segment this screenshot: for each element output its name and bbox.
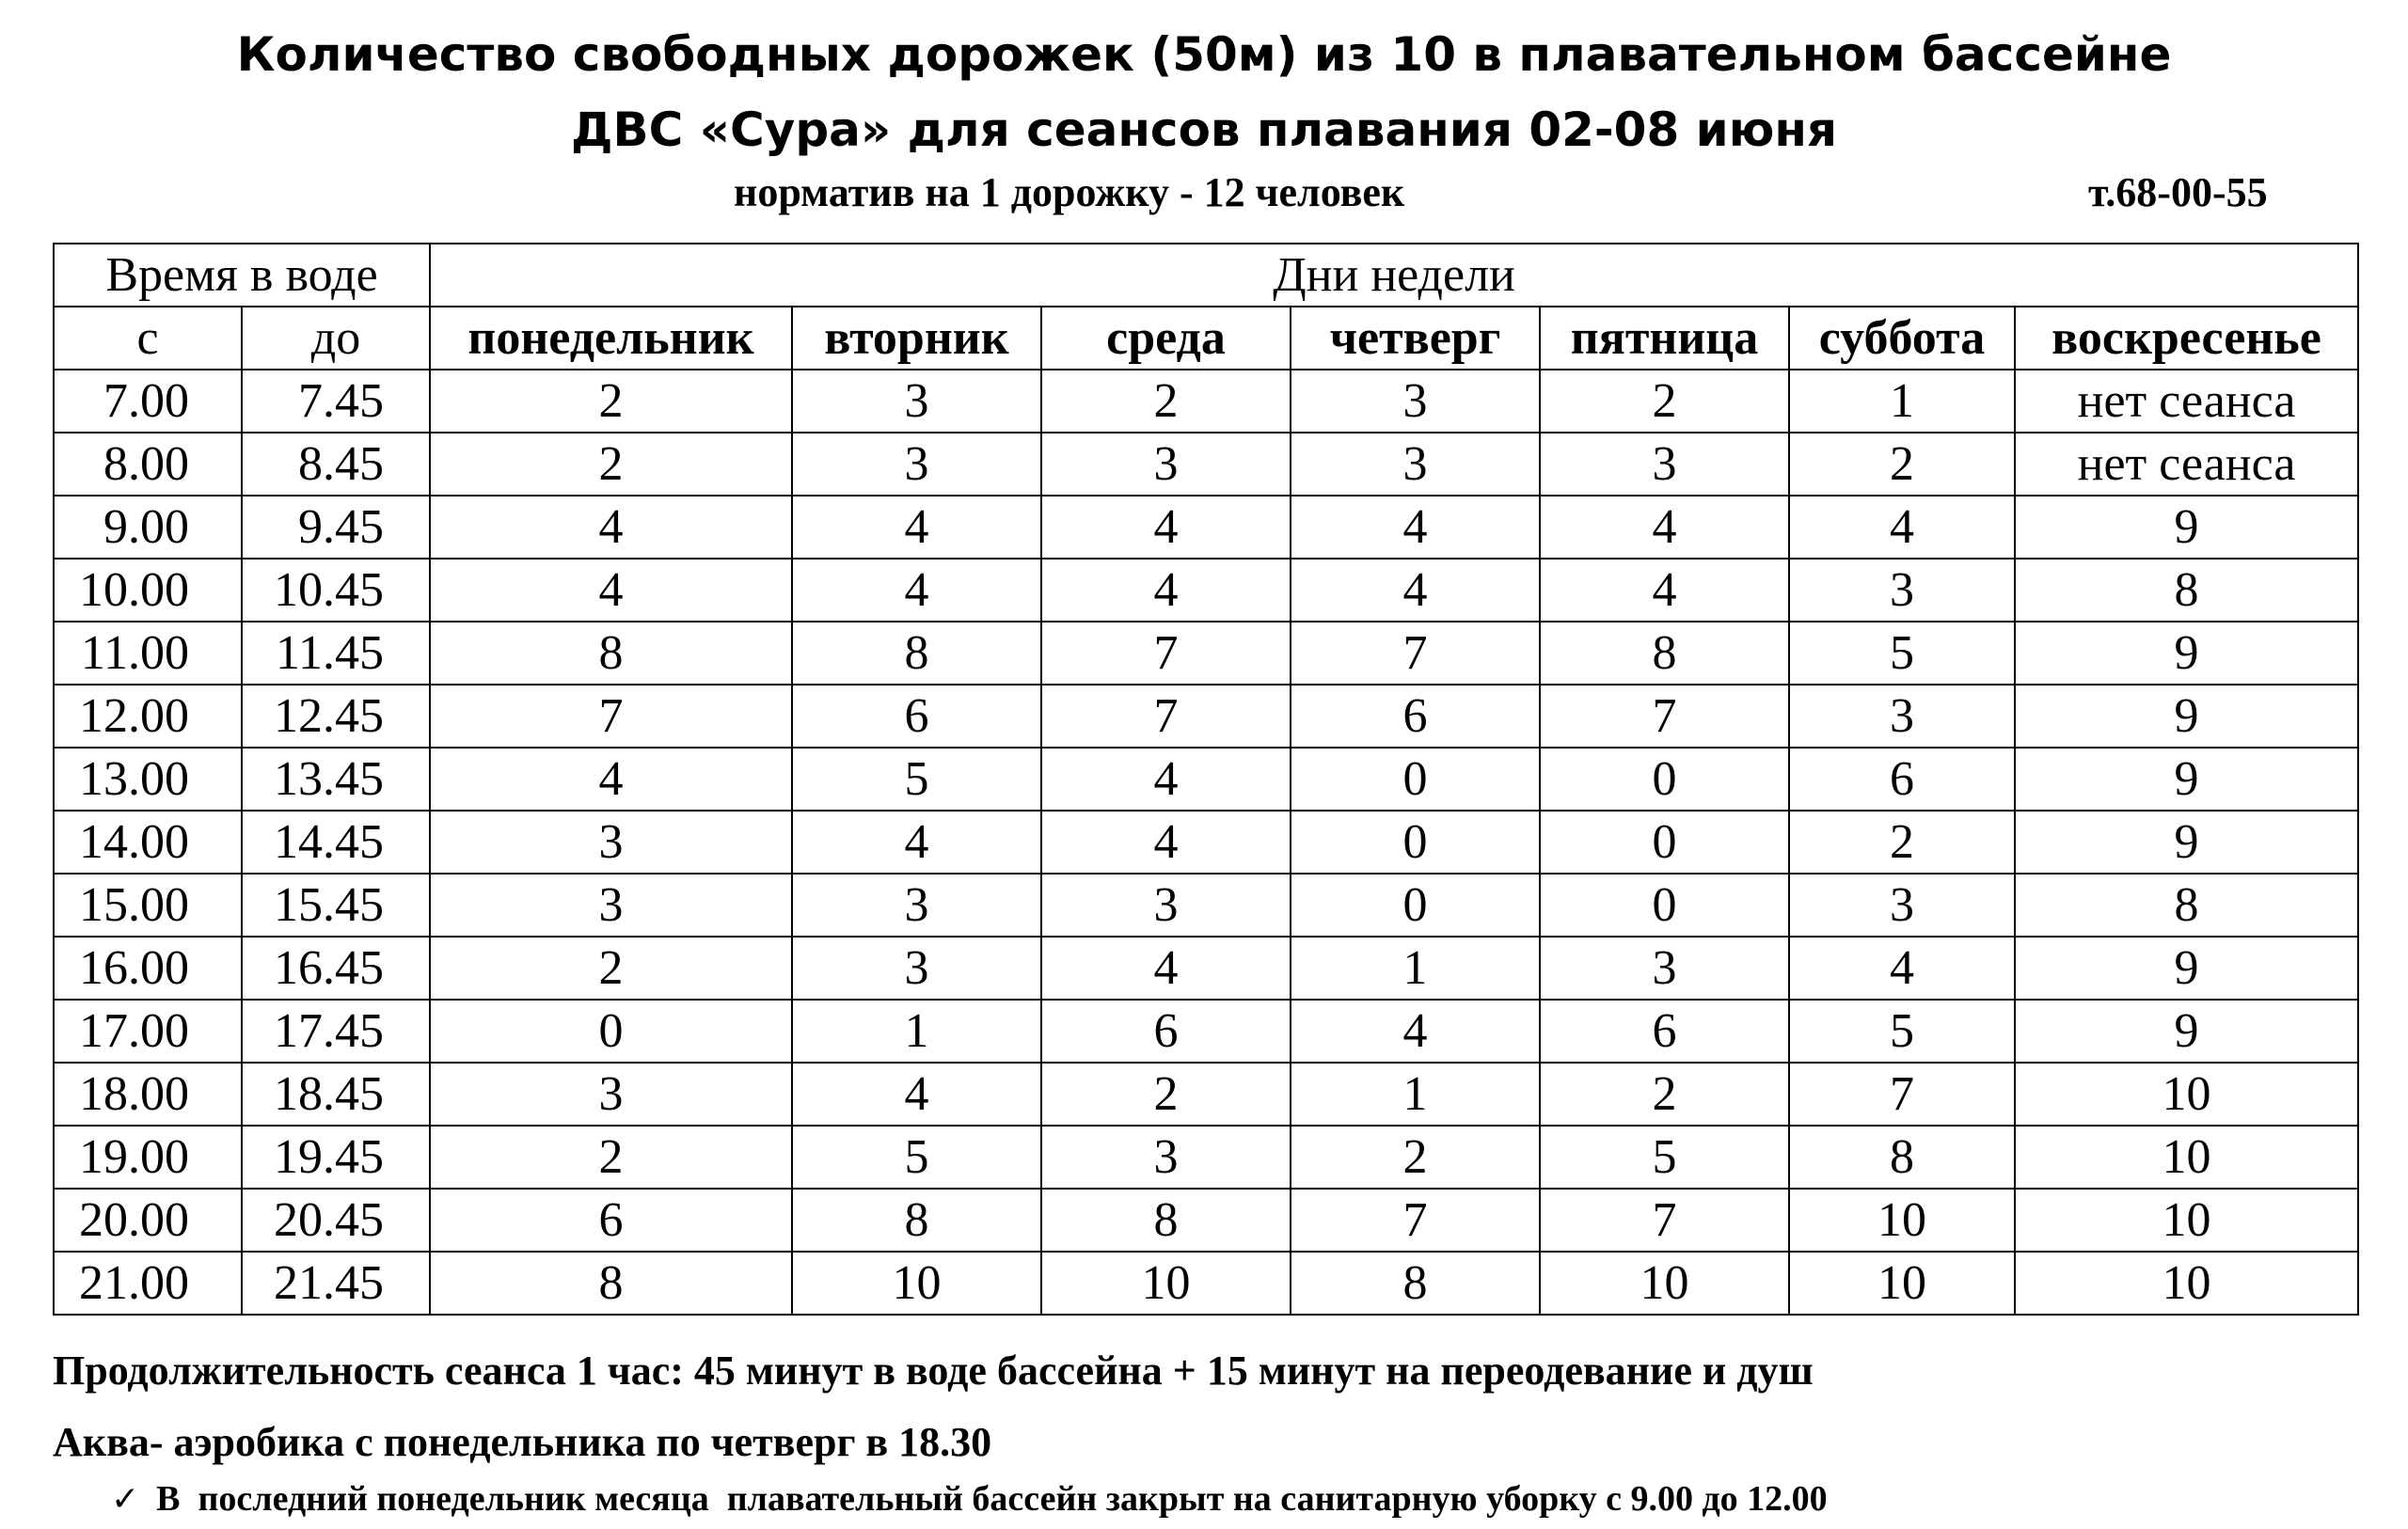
session-end-time: 10.45: [242, 559, 430, 622]
free-lanes-thursday: 0: [1291, 874, 1540, 937]
free-lanes-tuesday: 5: [792, 748, 1041, 811]
free-lanes-saturday: 10: [1789, 1252, 2015, 1315]
free-lanes-sunday: 10: [2015, 1189, 2358, 1252]
checkmark-icon: ✓: [111, 1480, 140, 1519]
session-end-time: 14.45: [242, 811, 430, 874]
free-lanes-tuesday: 6: [792, 685, 1041, 748]
session-start-time: 10.00: [54, 559, 242, 622]
free-lanes-thursday: 4: [1291, 1000, 1540, 1063]
free-lanes-friday: 2: [1540, 370, 1789, 433]
free-lanes-thursday: 0: [1291, 811, 1540, 874]
free-lanes-tuesday: 8: [792, 622, 1041, 685]
free-lanes-saturday: 3: [1789, 685, 2015, 748]
free-lanes-saturday: 2: [1789, 433, 2015, 496]
free-lanes-monday: 6: [430, 1189, 792, 1252]
free-lanes-monday: 0: [430, 1000, 792, 1063]
free-lanes-saturday: 4: [1789, 937, 2015, 1000]
header-row-days: [54, 307, 2358, 370]
cleaning-note-text: В последний понедельник месяца плавательный бассейн закрыт на санитарную уборку с 9.00 до 12.00: [156, 1479, 1828, 1519]
from-header: с: [54, 307, 242, 370]
table-row: [54, 622, 2358, 685]
free-lanes-tuesday: 3: [792, 937, 1041, 1000]
free-lanes-monday: 8: [430, 1252, 792, 1315]
session-start-time: 9.00: [54, 496, 242, 559]
free-lanes-friday: 10: [1540, 1252, 1789, 1315]
free-lanes-friday: 3: [1540, 937, 1789, 1000]
table-row: [54, 559, 2358, 622]
day-header-tuesday: вторник: [792, 307, 1041, 370]
free-lanes-wednesday: 3: [1041, 433, 1291, 496]
free-lanes-monday: 3: [430, 874, 792, 937]
session-start-time: 18.00: [54, 1063, 242, 1126]
free-lanes-tuesday: 3: [792, 874, 1041, 937]
free-lanes-thursday: 6: [1291, 685, 1540, 748]
free-lanes-friday: 2: [1540, 1063, 1789, 1126]
session-start-time: 14.00: [54, 811, 242, 874]
free-lanes-monday: 4: [430, 496, 792, 559]
session-start-time: 8.00: [54, 433, 242, 496]
free-lanes-monday: 4: [430, 748, 792, 811]
free-lanes-monday: 2: [430, 937, 792, 1000]
free-lanes-thursday: 7: [1291, 1189, 1540, 1252]
free-lanes-saturday: 1: [1789, 370, 2015, 433]
free-lanes-friday: 3: [1540, 433, 1789, 496]
free-lanes-saturday: 4: [1789, 496, 2015, 559]
free-lanes-sunday: 9: [2015, 685, 2358, 748]
free-lanes-friday: 5: [1540, 1126, 1789, 1189]
table-row: [54, 748, 2358, 811]
free-lanes-wednesday: 4: [1041, 937, 1291, 1000]
free-lanes-monday: 2: [430, 433, 792, 496]
free-lanes-thursday: 1: [1291, 1063, 1540, 1126]
day-header-wednesday: среда: [1041, 307, 1291, 370]
free-lanes-friday: 0: [1540, 748, 1789, 811]
session-start-time: 19.00: [54, 1126, 242, 1189]
table-row: [54, 937, 2358, 1000]
free-lanes-thursday: 4: [1291, 496, 1540, 559]
title-line-2: ДВС «Сура» для сеансов плавания 02-08 июня: [571, 102, 1837, 157]
table-row: [54, 1189, 2358, 1252]
free-lanes-sunday: 8: [2015, 874, 2358, 937]
free-lanes-wednesday: 2: [1041, 1063, 1291, 1126]
table-row: [54, 433, 2358, 496]
table-row: [54, 1063, 2358, 1126]
day-header-friday: пятница: [1540, 307, 1789, 370]
table-row: [54, 685, 2358, 748]
free-lanes-monday: 8: [430, 622, 792, 685]
free-lanes-wednesday: 7: [1041, 685, 1291, 748]
free-lanes-saturday: 2: [1789, 811, 2015, 874]
free-lanes-wednesday: 4: [1041, 496, 1291, 559]
schedule-table: [53, 243, 2359, 1316]
session-start-time: 21.00: [54, 1252, 242, 1315]
cleaning-note: [111, 1478, 1828, 1521]
table-row: [54, 1126, 2358, 1189]
session-start-time: 20.00: [54, 1189, 242, 1252]
free-lanes-saturday: 3: [1789, 559, 2015, 622]
day-header-thursday: четверг: [1291, 307, 1540, 370]
session-end-time: 20.45: [242, 1189, 430, 1252]
free-lanes-tuesday: 4: [792, 496, 1041, 559]
title-line-1: Количество свободных дорожек (50м) из 10 в плавательном бассейне: [236, 27, 2172, 82]
free-lanes-sunday: 10: [2015, 1063, 2358, 1126]
to-header: до: [242, 307, 430, 370]
session-end-time: 19.45: [242, 1126, 430, 1189]
table-row: [54, 874, 2358, 937]
free-lanes-tuesday: 4: [792, 1063, 1041, 1126]
free-lanes-saturday: 8: [1789, 1126, 2015, 1189]
free-lanes-thursday: 3: [1291, 433, 1540, 496]
free-lanes-sunday: 9: [2015, 622, 2358, 685]
free-lanes-saturday: 10: [1789, 1189, 2015, 1252]
free-lanes-sunday: 8: [2015, 559, 2358, 622]
day-header-saturday: суббота: [1789, 307, 2015, 370]
free-lanes-friday: 6: [1540, 1000, 1789, 1063]
session-end-time: 7.45: [242, 370, 430, 433]
free-lanes-friday: 7: [1540, 1189, 1789, 1252]
free-lanes-wednesday: 8: [1041, 1189, 1291, 1252]
table-row: [54, 1000, 2358, 1063]
free-lanes-saturday: 5: [1789, 622, 2015, 685]
session-duration-note: Продолжительность сеанса 1 час: 45 минут в воде бассейна + 15 минут на переодевание и душ: [53, 1348, 1814, 1394]
free-lanes-tuesday: 4: [792, 559, 1041, 622]
schedule-body: [54, 370, 2358, 1315]
session-start-time: 15.00: [54, 874, 242, 937]
free-lanes-monday: 4: [430, 559, 792, 622]
free-lanes-thursday: 1: [1291, 937, 1540, 1000]
free-lanes-monday: 3: [430, 1063, 792, 1126]
free-lanes-saturday: 5: [1789, 1000, 2015, 1063]
free-lanes-wednesday: 4: [1041, 559, 1291, 622]
day-header-sunday: воскресенье: [2015, 307, 2358, 370]
free-lanes-tuesday: 8: [792, 1189, 1041, 1252]
free-lanes-thursday: 3: [1291, 370, 1540, 433]
free-lanes-friday: 7: [1540, 685, 1789, 748]
aqua-aerobics-note: Аква- аэробика с понедельника по четверг в 18.30: [53, 1419, 992, 1465]
session-end-time: 15.45: [242, 874, 430, 937]
free-lanes-wednesday: 7: [1041, 622, 1291, 685]
free-lanes-monday: 3: [430, 811, 792, 874]
free-lanes-saturday: 7: [1789, 1063, 2015, 1126]
free-lanes-thursday: 2: [1291, 1126, 1540, 1189]
table-row: [54, 496, 2358, 559]
session-end-time: 8.45: [242, 433, 430, 496]
free-lanes-saturday: 6: [1789, 748, 2015, 811]
free-lanes-friday: 0: [1540, 874, 1789, 937]
free-lanes-saturday: 3: [1789, 874, 2015, 937]
free-lanes-wednesday: 2: [1041, 370, 1291, 433]
free-lanes-sunday: нет сеанса: [2015, 370, 2358, 433]
free-lanes-wednesday: 10: [1041, 1252, 1291, 1315]
table-row: [54, 370, 2358, 433]
free-lanes-wednesday: 3: [1041, 874, 1291, 937]
session-start-time: 17.00: [54, 1000, 242, 1063]
free-lanes-wednesday: 4: [1041, 811, 1291, 874]
free-lanes-friday: 4: [1540, 559, 1789, 622]
free-lanes-thursday: 8: [1291, 1252, 1540, 1315]
days-of-week-header: Дни недели: [430, 244, 2358, 307]
session-end-time: 12.45: [242, 685, 430, 748]
session-end-time: 18.45: [242, 1063, 430, 1126]
free-lanes-tuesday: 4: [792, 811, 1041, 874]
free-lanes-tuesday: 10: [792, 1252, 1041, 1315]
session-end-time: 13.45: [242, 748, 430, 811]
free-lanes-sunday: 9: [2015, 811, 2358, 874]
session-start-time: 7.00: [54, 370, 242, 433]
free-lanes-monday: 2: [430, 370, 792, 433]
free-lanes-friday: 0: [1540, 811, 1789, 874]
free-lanes-thursday: 4: [1291, 559, 1540, 622]
session-start-time: 11.00: [54, 622, 242, 685]
session-end-time: 21.45: [242, 1252, 430, 1315]
free-lanes-sunday: 9: [2015, 748, 2358, 811]
free-lanes-sunday: нет сеанса: [2015, 433, 2358, 496]
session-start-time: 16.00: [54, 937, 242, 1000]
session-end-time: 11.45: [242, 622, 430, 685]
session-start-time: 13.00: [54, 748, 242, 811]
free-lanes-tuesday: 1: [792, 1000, 1041, 1063]
free-lanes-tuesday: 3: [792, 433, 1041, 496]
free-lanes-sunday: 9: [2015, 1000, 2358, 1063]
free-lanes-sunday: 9: [2015, 496, 2358, 559]
free-lanes-monday: 7: [430, 685, 792, 748]
free-lanes-friday: 4: [1540, 496, 1789, 559]
session-end-time: 9.45: [242, 496, 430, 559]
session-end-time: 17.45: [242, 1000, 430, 1063]
free-lanes-wednesday: 4: [1041, 748, 1291, 811]
free-lanes-tuesday: 5: [792, 1126, 1041, 1189]
free-lanes-monday: 2: [430, 1126, 792, 1189]
header-row-top: [54, 244, 2358, 307]
session-start-time: 12.00: [54, 685, 242, 748]
table-row: [54, 1252, 2358, 1315]
free-lanes-wednesday: 6: [1041, 1000, 1291, 1063]
free-lanes-sunday: 10: [2015, 1126, 2358, 1189]
free-lanes-sunday: 9: [2015, 937, 2358, 1000]
phone-number: т.68-00-55: [2088, 169, 2268, 215]
day-header-monday: понедельник: [430, 307, 792, 370]
table-row: [54, 811, 2358, 874]
free-lanes-thursday: 0: [1291, 748, 1540, 811]
free-lanes-sunday: 10: [2015, 1252, 2358, 1315]
time-in-water-header: Время в воде: [54, 244, 430, 307]
session-end-time: 16.45: [242, 937, 430, 1000]
free-lanes-friday: 8: [1540, 622, 1789, 685]
lane-norm: норматив на 1 дорожку - 12 человек: [734, 169, 1405, 215]
free-lanes-tuesday: 3: [792, 370, 1041, 433]
free-lanes-wednesday: 3: [1041, 1126, 1291, 1189]
free-lanes-thursday: 7: [1291, 622, 1540, 685]
